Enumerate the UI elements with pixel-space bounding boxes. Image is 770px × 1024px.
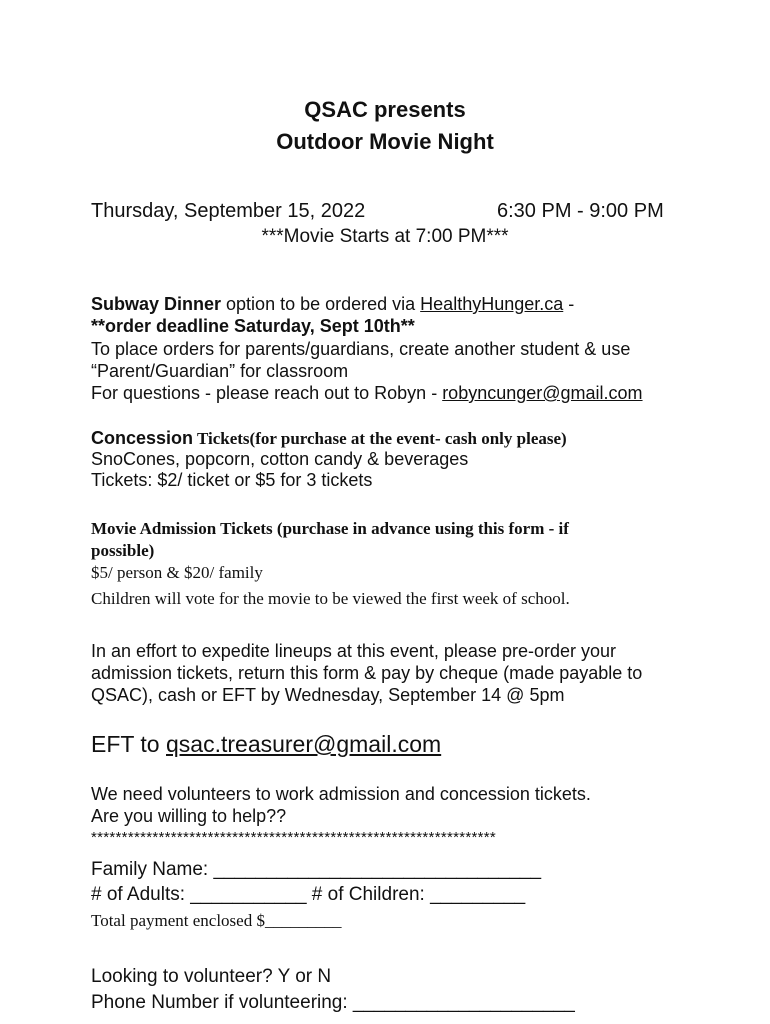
preorder-line-3: QSAC), cash or EFT by Wednesday, September 14 @ 5pm xyxy=(91,685,565,705)
subway-line-3: To place orders for parents/guardians, create another student & use xyxy=(91,339,631,359)
subway-label: Subway Dinner xyxy=(91,294,222,314)
preorder-line-1: In an effort to expedite lineups at this event, please pre-order your xyxy=(91,641,616,661)
divider-asterisks: ****************************************************************** xyxy=(91,829,497,846)
questions-text: For questions - please reach out to Robyn - xyxy=(91,383,443,403)
total-payment-field: Total payment enclosed $_________ xyxy=(91,911,342,930)
phone-number-field: Phone Number if volunteering: _____________________ xyxy=(91,992,575,1013)
concession-line-3: Tickets: $2/ ticket or $5 for 3 tickets xyxy=(91,470,373,490)
page-title-line-2: Outdoor Movie Night xyxy=(276,129,494,154)
event-date: Thursday, September 15, 2022 xyxy=(91,200,366,222)
order-deadline: **order deadline Saturday, Sept 10th** xyxy=(91,316,415,336)
treasurer-email-link[interactable]: qsac.treasurer@gmail.com xyxy=(166,731,442,757)
subway-text: option to be ordered via xyxy=(221,294,421,314)
eft-label: EFT to xyxy=(91,731,166,757)
adults-children-field: # of Adults: ___________ # of Children: _________ xyxy=(91,884,526,905)
event-time: 6:30 PM - 9:00 PM xyxy=(497,200,664,222)
subway-line-4: “Parent/Guardian” for classroom xyxy=(91,361,349,381)
volunteers-line-1: We need volunteers to work admission and concession tickets. xyxy=(91,784,591,804)
family-name-field: Family Name: _______________________________ xyxy=(91,859,542,880)
movie-start-time: ***Movie Starts at 7:00 PM*** xyxy=(261,226,509,247)
concession-line-1 xyxy=(91,427,567,450)
eft-line xyxy=(91,730,441,758)
concession-tickets-label: Tickets(for purchase at the event- cash only please) xyxy=(193,429,567,448)
admission-heading-line-1: Movie Admission Tickets (purchase in advance using this form - if xyxy=(91,519,569,538)
subway-line-1 xyxy=(91,293,574,315)
admission-heading-line-2: possible) xyxy=(91,541,155,560)
preorder-line-2: admission tickets, return this form & pay by cheque (made payable to xyxy=(91,663,643,683)
volunteers-line-2: Are you willing to help?? xyxy=(91,806,287,826)
concession-label: Concession xyxy=(91,428,194,448)
admission-price: $5/ person & $20/ family xyxy=(91,563,263,582)
admission-vote: Children will vote for the movie to be viewed the first week of school. xyxy=(91,589,570,608)
robyn-email-link[interactable]: robyncunger@gmail.com xyxy=(442,383,643,403)
subway-dash: - xyxy=(563,294,575,314)
healthyhunger-link[interactable]: HealthyHunger.ca xyxy=(420,294,564,314)
questions-line xyxy=(91,382,643,404)
volunteer-question: Looking to volunteer? Y or N xyxy=(91,966,332,987)
page-title-line-1: QSAC presents xyxy=(304,97,466,122)
concession-line-2: SnoCones, popcorn, cotton candy & beverages xyxy=(91,449,469,469)
